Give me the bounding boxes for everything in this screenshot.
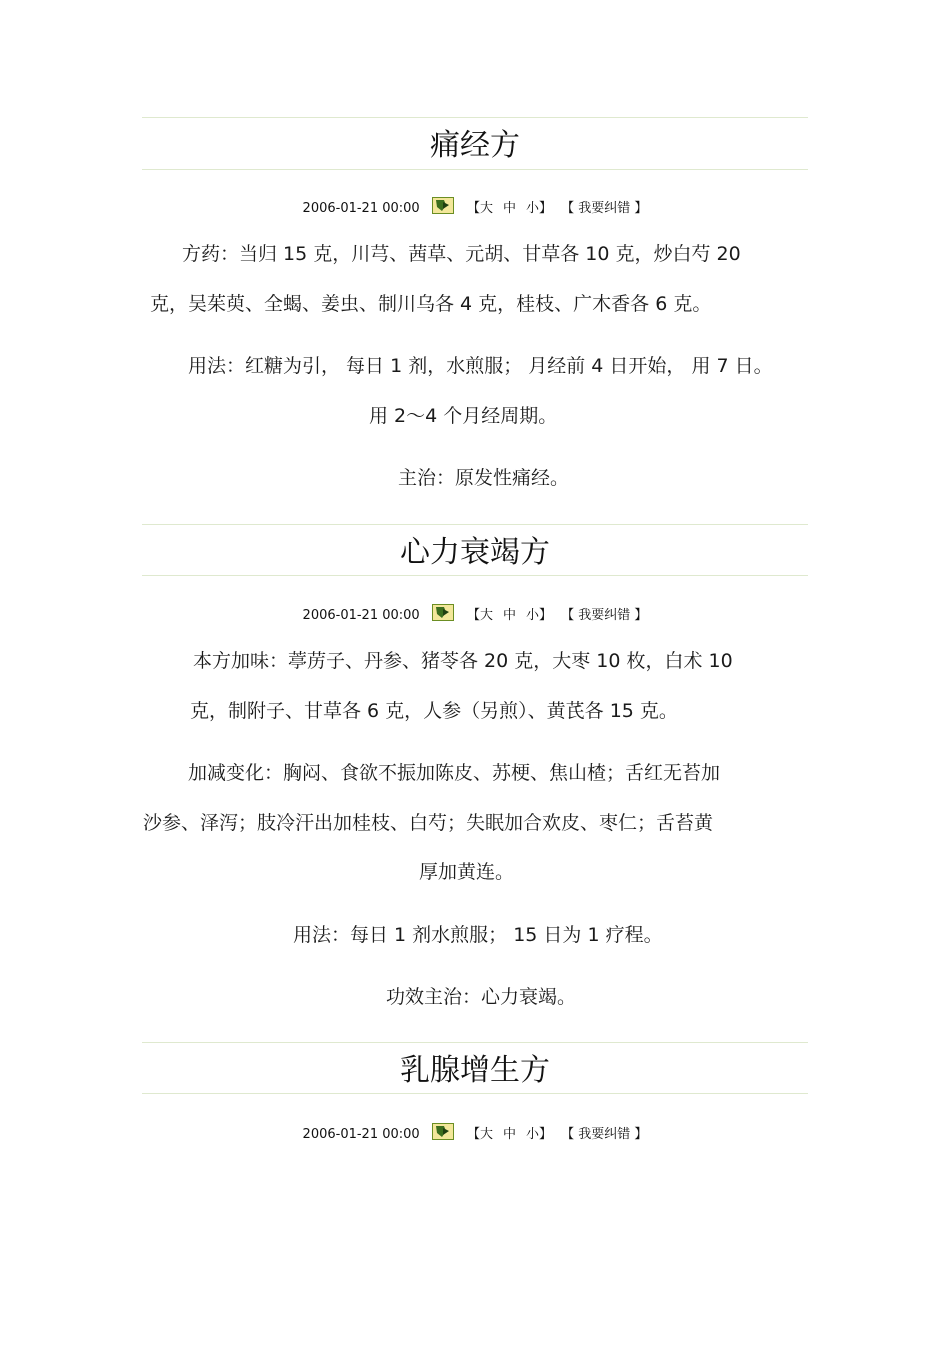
paragraph-line: 用法：红糖为引， 每日 1 剂，水煎服； 月经前 4 日开始， 用 7 日。 [188,355,773,377]
paragraph-line: 主治：原发性痛经。 [398,467,570,489]
title-rule-bottom [142,169,808,170]
font-size-large[interactable]: 【大 [466,1127,493,1142]
font-size-small[interactable]: 小】 [526,608,553,623]
article-title: 乳腺增生方 [400,1053,550,1088]
paragraph-line: 方药：当归 15 克，川芎、茜草、元胡、甘草各 10 克，炒白芍 20 [182,243,741,265]
paragraph-line: 沙参、泽泻；肢冷汗出加桂枝、白芍；失眠加合欢皮、枣仁；舌苔黄 [143,812,714,834]
article-title: 痛经方 [430,128,520,163]
article-meta [0,197,950,218]
font-size-large[interactable]: 【大 [466,201,493,216]
paragraph-line: 加减变化：胸闷、食欲不振加陈皮、苏梗、焦山楂；舌红无苔加 [188,762,721,784]
publish-date: 2006-01-21 00:00 [302,201,420,216]
font-size-links [462,1127,557,1142]
print-icon[interactable] [432,1123,454,1140]
paragraph-line: 厚加黄连。 [419,861,515,883]
font-size-links [462,608,557,623]
article-title: 心力衰竭方 [400,535,550,570]
font-size-medium[interactable]: 中 [503,608,517,623]
report-error-link[interactable]: 【 我要纠错 】 [561,1127,648,1142]
paragraph-line: 本方加味：葶苈子、丹参、猪苓各 20 克，大枣 10 枚，白术 10 [193,650,733,672]
title-rule-bottom [142,575,808,576]
print-icon[interactable] [432,604,454,621]
title-rule-top [142,1042,808,1043]
font-size-medium[interactable]: 中 [503,201,517,216]
font-size-links [462,201,557,216]
paragraph-line: 用 2～4 个月经周期。 [369,405,558,427]
article-meta [0,1123,950,1144]
report-error-link[interactable]: 【 我要纠错 】 [561,201,648,216]
font-size-medium[interactable]: 中 [503,1127,517,1142]
publish-date: 2006-01-21 00:00 [302,608,420,623]
font-size-small[interactable]: 小】 [526,1127,553,1142]
article-meta [0,604,950,625]
title-rule-top [142,117,808,118]
paragraph-line: 用法：每日 1 剂水煎服； 15 日为 1 疗程。 [293,924,663,946]
title-rule-bottom [142,1093,808,1094]
publish-date: 2006-01-21 00:00 [302,1127,420,1142]
paragraph-line: 克，吴茱萸、全蝎、姜虫、制川乌各 4 克，桂枝、广木香各 6 克。 [150,293,712,315]
font-size-large[interactable]: 【大 [466,608,493,623]
report-error-link[interactable]: 【 我要纠错 】 [561,608,648,623]
paragraph-line: 功效主治：心力衰竭。 [386,986,577,1008]
paragraph-line: 克，制附子、甘草各 6 克，人参（另煎）、黄芪各 15 克。 [190,700,678,722]
title-rule-top [142,524,808,525]
font-size-small[interactable]: 小】 [526,201,553,216]
print-icon[interactable] [432,197,454,214]
